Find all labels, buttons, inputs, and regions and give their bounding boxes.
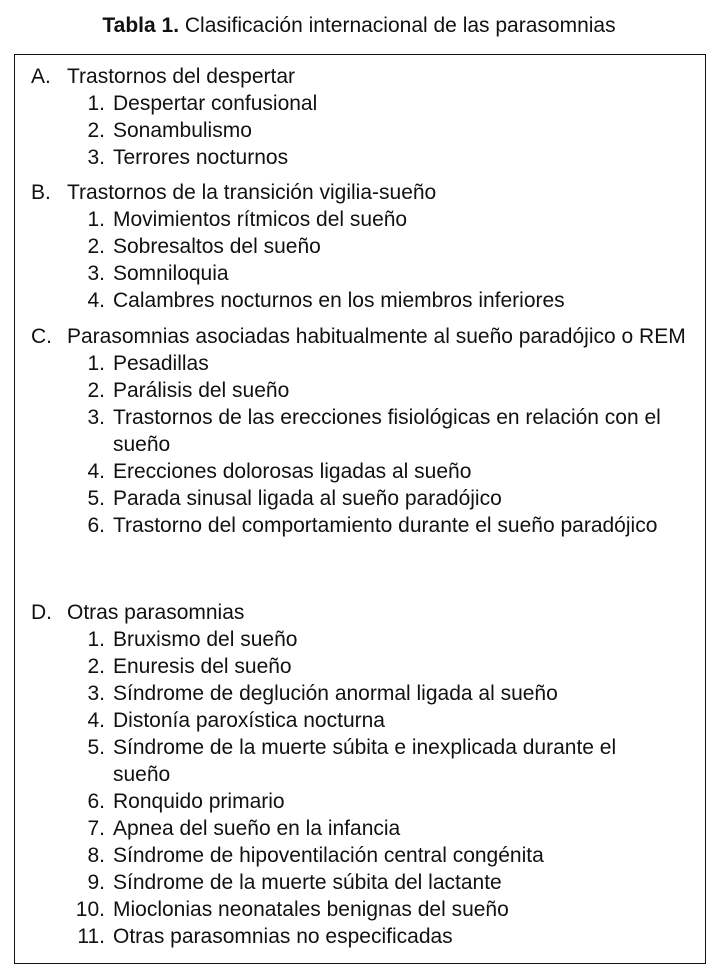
- section-header: [15, 599, 707, 626]
- item-number: 6.: [87, 790, 105, 813]
- item-number: 3.: [87, 146, 105, 169]
- item-text: Somniloquia: [113, 262, 229, 285]
- section-letter: A.: [31, 65, 51, 88]
- section-header: [15, 179, 707, 206]
- item-number: 1.: [87, 208, 105, 231]
- list-item: [15, 707, 673, 734]
- item-text: Calambres nocturnos en los miembros inferiores: [113, 289, 565, 312]
- item-number: 2.: [87, 235, 105, 258]
- list-item: [15, 206, 673, 233]
- list-item: [15, 923, 673, 950]
- item-number: 5.: [87, 736, 105, 759]
- item-number: 11.: [77, 925, 105, 948]
- list-item: [15, 653, 673, 680]
- section-letter: D.: [31, 601, 52, 624]
- item-text: Bruxismo del sueño: [113, 628, 298, 651]
- list-item: [15, 117, 673, 144]
- section-items: [15, 350, 705, 539]
- section-a: [15, 63, 705, 171]
- list-item: [15, 90, 673, 117]
- section-title: Parasomnias asociadas habitualmente al sueño paradójico o REM: [67, 325, 686, 348]
- item-text: Despertar confusional: [113, 92, 318, 115]
- item-number: 2.: [87, 119, 105, 142]
- item-text: Síndrome de deglución anormal ligada al sueño: [113, 682, 558, 705]
- section-d: [15, 599, 705, 950]
- item-number: 2.: [87, 655, 105, 678]
- list-item: [15, 404, 673, 458]
- item-number: 4.: [87, 460, 105, 483]
- table-caption: [0, 12, 718, 40]
- item-text: Terrores nocturnos: [113, 146, 289, 169]
- item-text: Parálisis del sueño: [113, 379, 290, 402]
- list-item: [15, 233, 673, 260]
- item-text: Trastornos de las erecciones fisiológicas en relación con el sueño: [113, 406, 661, 456]
- section-header: [15, 323, 707, 350]
- list-item: [15, 842, 673, 869]
- list-item: [15, 377, 673, 404]
- list-item: [15, 788, 673, 815]
- item-number: 1.: [87, 628, 105, 651]
- item-text: Movimientos rítmicos del sueño: [113, 208, 408, 231]
- item-number: 10.: [75, 898, 105, 921]
- classification-table: [14, 54, 706, 964]
- item-text: Sobresaltos del sueño: [113, 235, 321, 258]
- section-letter: C.: [31, 325, 52, 348]
- section-letter: B.: [31, 181, 51, 204]
- section-title: Trastornos del despertar: [67, 65, 295, 88]
- item-text: Síndrome de hipoventilación central congénita: [113, 844, 544, 867]
- item-number: 4.: [87, 289, 105, 312]
- table-caption-title: Clasificación internacional de las parasomnias: [184, 14, 616, 37]
- item-number: 3.: [87, 406, 105, 429]
- table-caption-label: Tabla 1.: [102, 14, 180, 37]
- item-number: 8.: [87, 844, 105, 867]
- item-text: Mioclonias neonatales benignas del sueño: [113, 898, 509, 921]
- item-text: Síndrome de la muerte súbita del lactante: [113, 871, 502, 894]
- list-item: [15, 260, 673, 287]
- item-text: Erecciones dolorosas ligadas al sueño: [113, 460, 472, 483]
- list-item: [15, 287, 673, 314]
- item-text: Ronquido primario: [113, 790, 285, 813]
- item-text: Distonía paroxística nocturna: [113, 709, 385, 732]
- item-number: 6.: [87, 514, 105, 537]
- section-title: Trastornos de la transición vigilia-sueño: [67, 181, 437, 204]
- item-text: Enuresis del sueño: [113, 655, 292, 678]
- list-item: [15, 869, 673, 896]
- item-text: Apnea del sueño en la infancia: [113, 817, 401, 840]
- item-number: 9.: [87, 871, 105, 894]
- list-item: [15, 350, 673, 377]
- item-text: Pesadillas: [113, 352, 209, 375]
- list-item: [15, 485, 673, 512]
- list-item: [15, 512, 673, 539]
- item-text: Otras parasomnias no especificadas: [113, 925, 453, 948]
- list-item: [15, 458, 673, 485]
- list-item: [15, 626, 673, 653]
- item-number: 4.: [87, 709, 105, 732]
- section-b: [15, 179, 705, 314]
- item-number: 1.: [87, 92, 105, 115]
- item-number: 1.: [87, 352, 105, 375]
- item-text: Trastorno del comportamiento durante el sueño paradójico: [113, 514, 658, 537]
- item-number: 3.: [87, 262, 105, 285]
- item-number: 7.: [87, 817, 105, 840]
- list-item: [15, 815, 673, 842]
- item-text: Sonambulismo: [113, 119, 252, 142]
- section-items: [15, 626, 705, 950]
- list-item: [15, 734, 673, 788]
- item-text: Síndrome de la muerte súbita e inexplicada durante el sueño: [113, 736, 617, 786]
- section-items: [15, 206, 705, 314]
- list-item: [15, 144, 673, 171]
- section-c: [15, 323, 705, 539]
- section-title: Otras parasomnias: [67, 601, 245, 624]
- item-number: 3.: [87, 682, 105, 705]
- item-number: 5.: [87, 487, 105, 510]
- item-text: Parada sinusal ligada al sueño paradójico: [113, 487, 502, 510]
- item-number: 2.: [87, 379, 105, 402]
- section-items: [15, 90, 705, 171]
- list-item: [15, 680, 673, 707]
- list-item: [15, 896, 673, 923]
- section-header: [15, 63, 707, 90]
